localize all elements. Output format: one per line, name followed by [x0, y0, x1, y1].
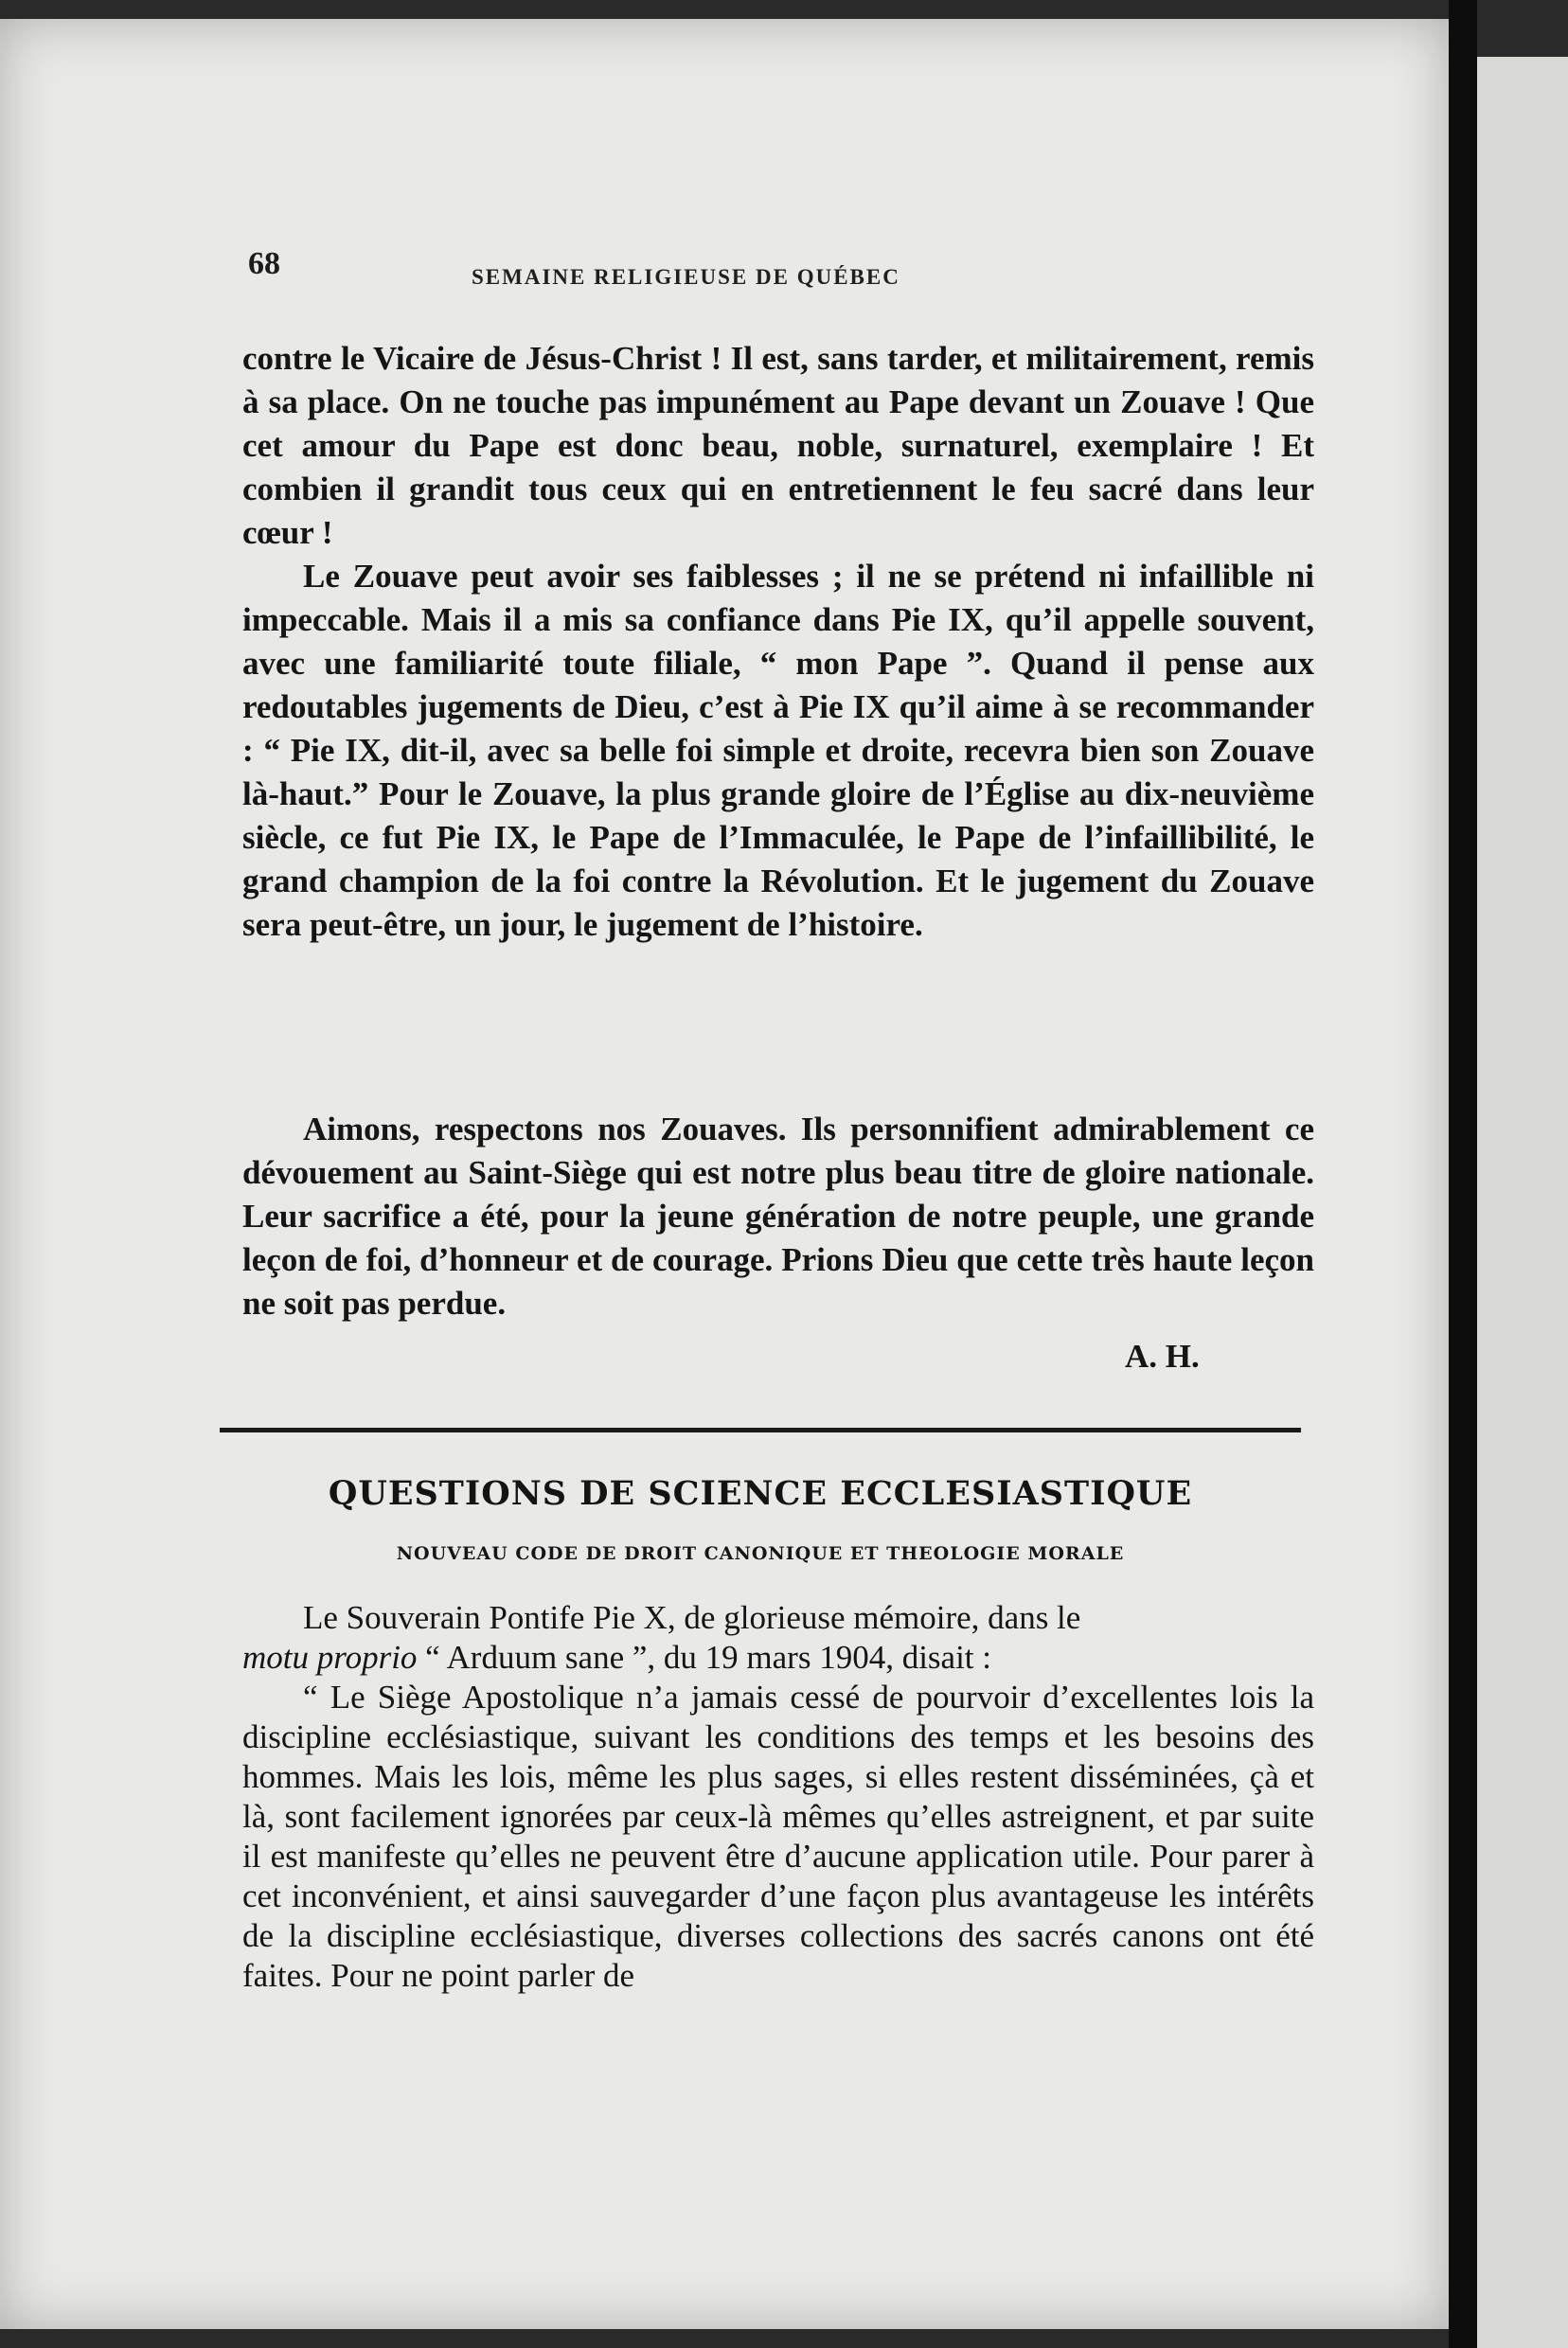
section-title: QUESTIONS DE SCIENCE ECCLESIASTIQUE [328, 1474, 1193, 1513]
page-number: 68 [248, 246, 280, 281]
intro-line-2 [242, 1639, 991, 1676]
binding-shadow [1449, 0, 1477, 2348]
section-divider [220, 1428, 1301, 1432]
page-header [248, 246, 1299, 294]
intro-line-1: Le Souverain Pontife Pie X, de glorieuse mémoire, dans le [303, 1599, 1081, 1636]
book-page [0, 19, 1449, 2329]
paragraph-2: Le Zouave peut avoir ses faiblesses ; il ne se prétend ni infaillible ni impeccable. Mais il a mis sa confiance dans Pie IX, qu’il appelle souvent, avec une familiarité toute filiale, “ mon Pape ”. Quand il pense aux redoutables jugements de Dieu, c’est à Pie IX qu’il aime à se recommander : “ Pie IX, dit-il, avec sa belle foi simple et droite, recevra bien son Zouave là-haut.” Pour le Zouave, la plus grande gloire de l’Église au dix-neuvième siècle, ce fut Pie IX, le Pape de l’Immaculée, le Pape de l’infaillibilité, le grand champion de la foi contre la Révolution. Et le jugement du Zouave sera peut-être, un jour, le jugement de l’histoire. [242, 558, 1314, 943]
article-continuation [242, 337, 1314, 947]
author-signature: A. H. [1125, 1338, 1200, 1375]
intro-line-2-rest: “ Arduum sane ”, du 19 mars 1904, disait : [417, 1639, 991, 1676]
next-page-edge [1477, 57, 1568, 2348]
paragraph-3: Aimons, respectons nos Zouaves. Ils personnifient admirablement ce dévouement au Saint-Siège qui est notre plus beau titre de gloire nationale. Leur sacrifice a été, pour la jeune génération de notre peuple, une grande leçon de foi, d’honneur et de courage. Prions Dieu que cette très haute leçon ne soit pas perdue. [242, 1111, 1314, 1322]
section-subtitle: NOUVEAU CODE DE DROIT CANONIQUE ET THEOLOGIE MORALE [396, 1543, 1125, 1564]
section-body [242, 1598, 1314, 1996]
motu-proprio-term: motu proprio [242, 1639, 418, 1676]
closing-paragraph-block [242, 1108, 1314, 1325]
paragraph-1: contre le Vicaire de Jésus-Christ ! Il est, sans tarder, et militairement, remis à sa place. On ne touche pas impunément au Pape devant un Zouave ! Que cet amour du Pape est donc beau, noble, surnaturel, exemplaire ! Et combien il grandit tous ceux qui en entretiennent le feu sacré dans leur cœur ! [242, 340, 1314, 551]
quote-paragraph: “ Le Siège Apostolique n’a jamais cessé de pourvoir d’excellentes lois la discipline ecclésiastique, suivant les conditions des temps et les besoins des hommes. Mais les lois, même les plus sages, si elles restent disséminées, çà et là, sont facilement ignorées par ceux-là mêmes qu’elles astreignent, et par suite il est manifeste qu’elles ne peuvent être d’aucune application utile. Pour parer à cet inconvénient, et ainsi sauvegarder d’une façon plus avantageuse les intérêts de la discipline ecclésiastique, diverses collections des sacrés canons ont été faites. Pour ne point parler de [242, 1679, 1314, 1994]
running-title: SEMAINE RELIGIEUSE DE QUÉBEC [472, 265, 900, 289]
